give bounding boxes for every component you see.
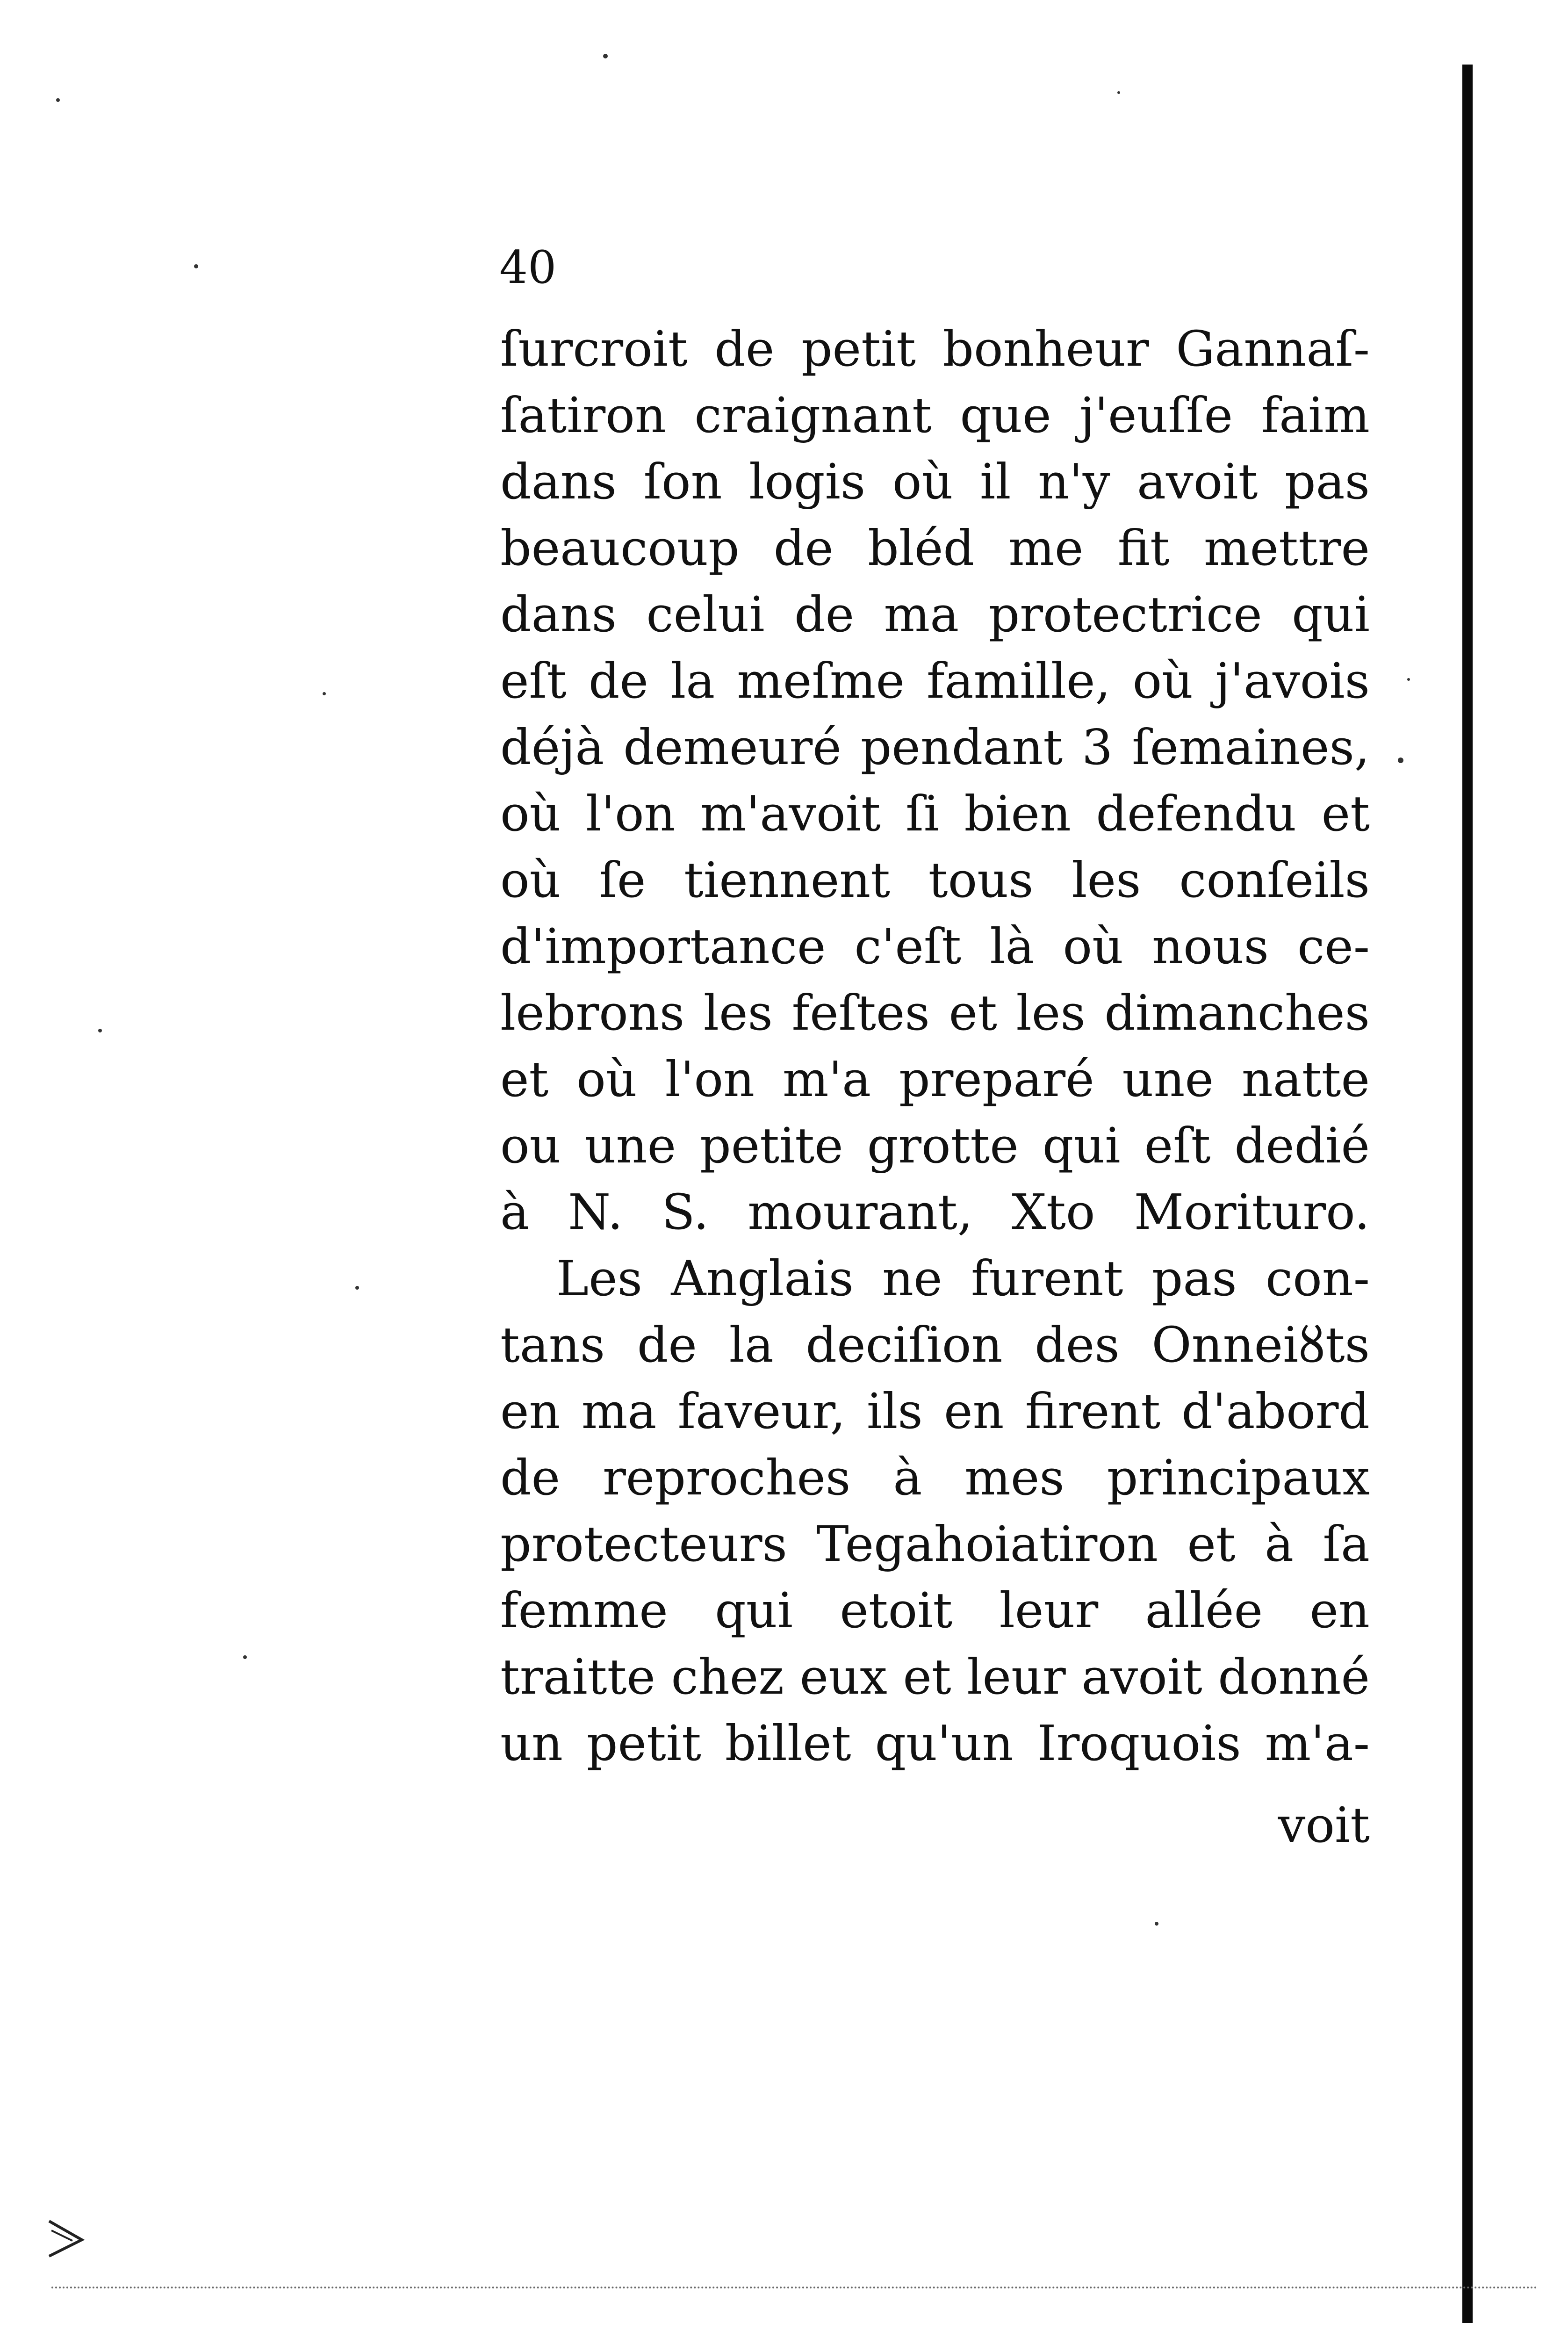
binding-edge-rule (1462, 65, 1473, 2323)
paper-speck (194, 264, 198, 268)
text-line: d'importance c'eſt là où nous ce- (500, 918, 1370, 975)
text-line: à N. S. mourant, Xto Morituro. (500, 1183, 1370, 1241)
paper-speck (1407, 678, 1410, 681)
text-line: un petit billet qu'un Iroquois m'a- (500, 1715, 1370, 1772)
paper-speck (1117, 91, 1120, 94)
text-line: dans ſon logis où il n'y avoit pas (500, 453, 1370, 510)
text-line: ou une petite grotte qui eſt dedié (500, 1117, 1370, 1174)
text-line: où l'on m'avoit ſi bien defendu et (500, 785, 1370, 842)
page-number: 40 (499, 241, 557, 294)
paper-speck (243, 1655, 247, 1659)
paper-speck (1398, 758, 1403, 763)
text-line: et où l'on m'a preparé une natte (500, 1051, 1370, 1108)
text-line: beaucoup de bléd me fit mettre (500, 520, 1370, 577)
text-line: tans de la deciſion des Onneiȣts (500, 1316, 1370, 1373)
paper-speck (355, 1286, 359, 1290)
text-line: eſt de la meſme famille, où j'avois (500, 652, 1370, 709)
text-line: de reproches à mes principaux (500, 1449, 1370, 1506)
paper-speck (323, 692, 326, 695)
text-line: traitte chez eux et leur avoit donné (500, 1648, 1370, 1705)
text-line: dans celui de ma protectrice qui (500, 586, 1370, 643)
paper-speck (56, 98, 60, 102)
gutter-scratch-mark (44, 2212, 96, 2268)
text-line: déjà demeuré pendant 3 ſemaines, (500, 719, 1370, 776)
body-text (500, 316, 1370, 1776)
text-line: ſatiron craignant que j'euſſe faim (500, 387, 1370, 444)
text-line: lebrons les feſtes et les dimanches (500, 984, 1370, 1041)
paper-speck (603, 54, 608, 58)
text-line: ſurcroit de petit bonheur Gannaſ- (500, 320, 1370, 377)
page-bottom-edge (51, 2287, 1538, 2288)
paper-speck (1155, 1922, 1158, 1926)
text-line: Les Anglais ne furent pas con- (556, 1250, 1370, 1307)
text-line: en ma faveur, ils en firent d'abord (500, 1383, 1370, 1440)
text-line: où ſe tiennent tous les conſeils (500, 851, 1370, 909)
catchword: voit (1278, 1797, 1370, 1854)
text-line: protecteurs Tegahoiatiron et à ſa (500, 1515, 1370, 1573)
text-line: femme qui etoit leur allée en (500, 1582, 1370, 1639)
paper-speck (98, 1029, 102, 1032)
